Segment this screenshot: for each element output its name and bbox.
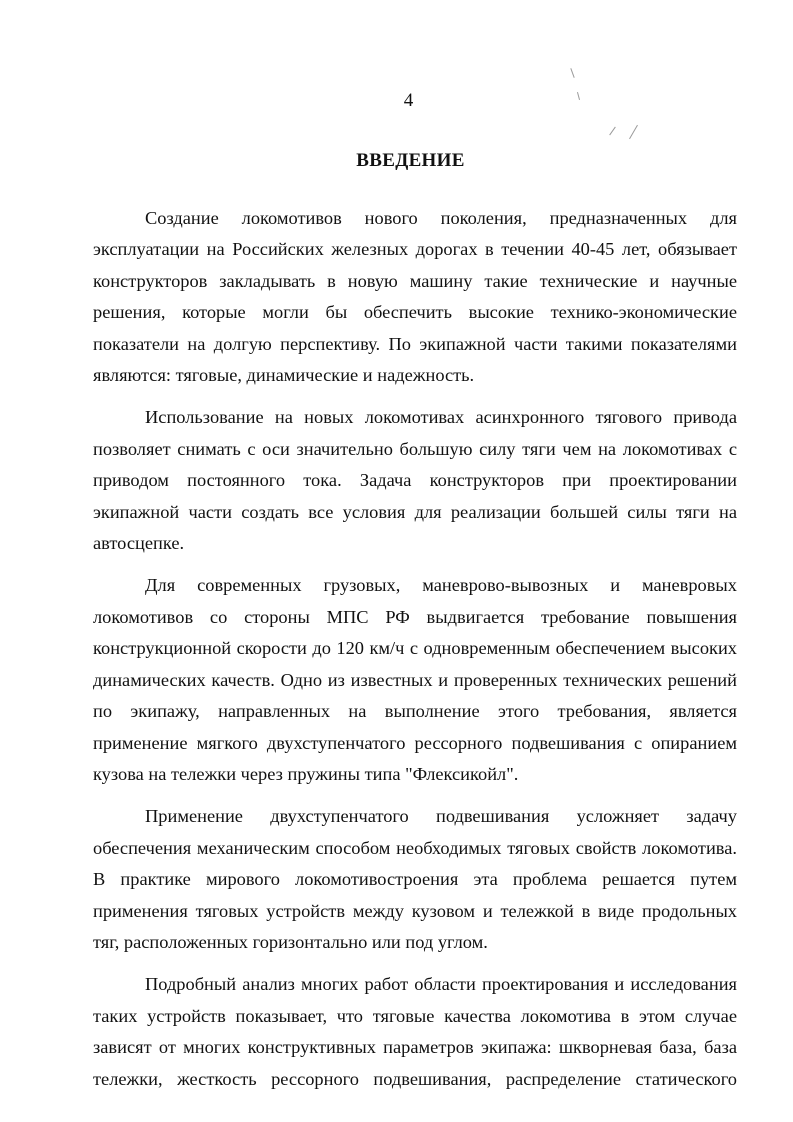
paragraph-1: Создание локомотивов нового поколения, предназначенных для эксплуатации на Российских железных дорогах в течении 40-45 лет, обязывает конструкторов закладывать в новую машину такие технические и научные решения, которые могли бы обеспечить высокие технико-экономические показатели на долгую перспективу. По экипажной части такими показателями являются: тяговые, динамические и надежность. <box>93 208 737 386</box>
paragraph-5: Подробный анализ многих работ области проектирования и исследования таких устройств показывает, что тяговые качества локомотива в этом случае зависят от многих конструктивных параметров экипажа: шкворневая база, база тележки, жесткость рессорного подвешивания, распределение статического <box>93 974 737 1089</box>
paragraph-2: Использование на новых локомотивах асинхронного тягового привода позволяет снимать с оси значительно большую силу тяги чем на локомотивах с приводом постоянного тока. Задача конструкторов при проектировании экипажной части создать все условия для реализации большей силы тяги на автосцепке. <box>93 407 737 554</box>
scan-mark <box>609 127 616 136</box>
scan-mark <box>570 68 574 78</box>
paragraph-3: Для современных грузовых, маневрово-вывозных и маневровых локомотивов со стороны МПС РФ выдвигается требование повышения конструкционной скорости до 120 км/ч с одновременным обеспечением высоких динамических качеств. Одно из известных и проверенных технических решений по экипажу, направленных на выполнение этого требования, является применение мягкого двухступенчатого рессорного подвешивания с опиранием кузова на тележки через пружины типа "Флексикойл". <box>93 575 737 784</box>
scan-mark <box>629 125 638 139</box>
body-text <box>93 203 737 1106</box>
paragraph-4: Применение двухступенчатого подвешивания усложняет задачу обеспечения механическим способом необходимых тяговых свойств локомотива. В практике мирового локомотивостроения эта проблема решается путем применения тяговых устройств между кузовом и тележкой в виде продольных тяг, расположенных горизонтально или под углом. <box>93 806 737 952</box>
page-number: 4 <box>403 90 414 111</box>
page-title: ВВЕДЕНИЕ <box>356 150 465 171</box>
